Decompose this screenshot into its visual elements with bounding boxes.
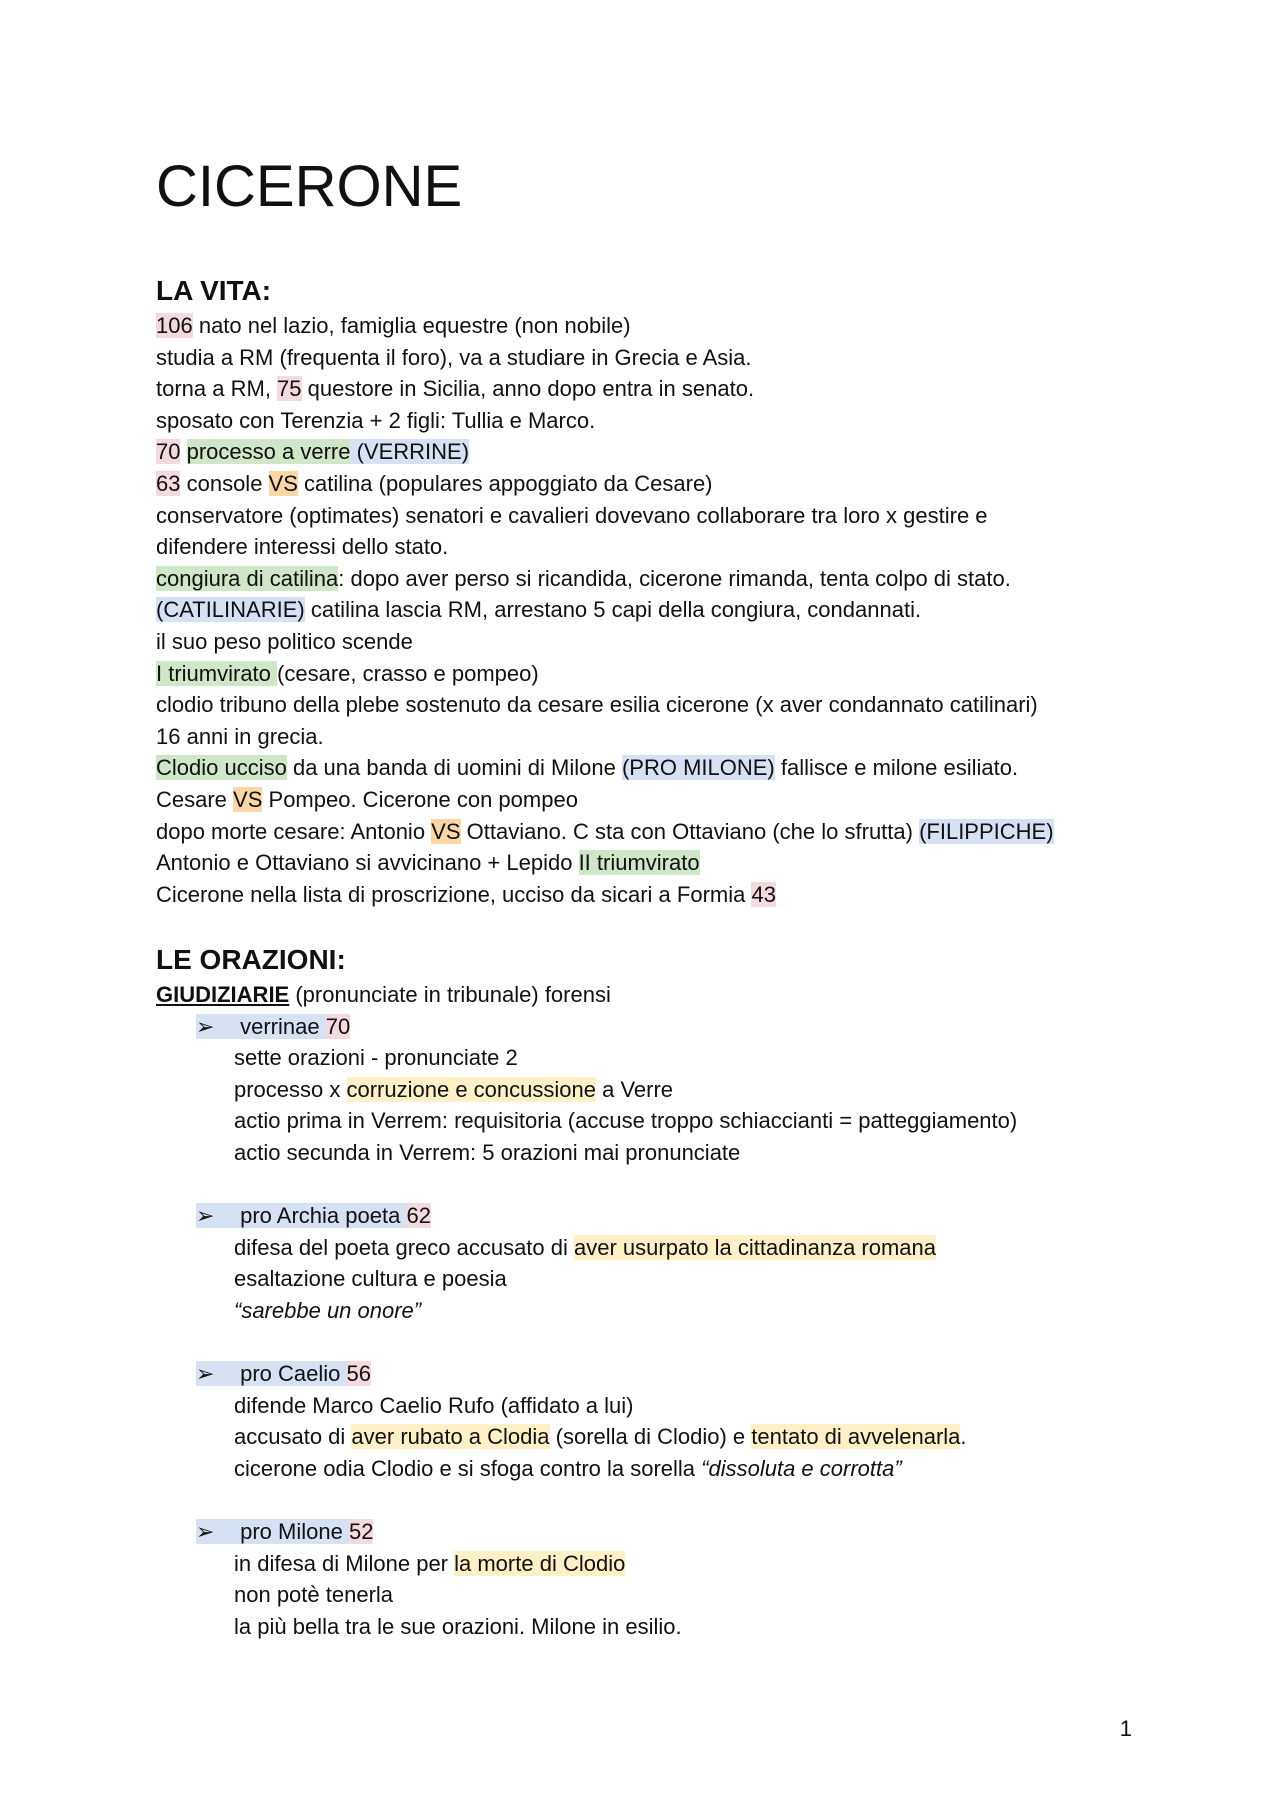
key-highlight: aver usurpato la cittadinanza romana — [574, 1234, 937, 1260]
orazioni-section — [156, 979, 1017, 1642]
vita-section — [156, 310, 1054, 910]
text-line: (CATILINARIE) catilina lascia RM, arrestano 5 capi della congiura, condannati. — [156, 597, 922, 623]
text-line: difendere interessi dello stato. — [156, 534, 449, 560]
list-item — [156, 1011, 1017, 1043]
vs-highlight: VS — [268, 470, 298, 496]
work-highlight: (CATILINARIE) — [156, 597, 305, 623]
text-line: torna a RM, 75 questore in Sicilia, anno dopo entra in senato. — [156, 376, 755, 402]
text-line: studia a RM (frequenta il foro), va a studiare in Grecia e Asia. — [156, 344, 752, 370]
event-highlight: I triumvirato — [156, 660, 278, 686]
key-highlight: la morte di Clodio — [454, 1550, 626, 1576]
event-highlight: congiura di catilina — [156, 565, 339, 591]
quote-line: “sarebbe un onore” — [234, 1297, 422, 1323]
year-highlight: 63 — [156, 470, 181, 496]
text-line: la più bella tra le sue orazioni. Milone in esilio. — [234, 1613, 682, 1639]
text-line: difende Marco Caelio Rufo (affidato a lui) — [234, 1392, 634, 1418]
section-heading-orazioni: LE ORAZIONI: — [156, 944, 346, 975]
event-highlight: Clodio ucciso — [156, 755, 287, 781]
text-line: clodio tribuno della plebe sostenuto da cesare esilia cicerone (x aver condannato catilinari) — [156, 692, 1038, 718]
work-highlight: (FILIPPICHE) — [919, 818, 1054, 844]
text-line: I triumvirato (cesare, crasso e pompeo) — [156, 660, 539, 686]
text-line: difesa del poeta greco accusato di aver usurpato la cittadinanza romana — [234, 1234, 937, 1260]
event-highlight: processo a verre — [186, 439, 351, 465]
key-highlight: tentato di avvelenarla — [751, 1424, 961, 1450]
page-title: CICERONE — [156, 154, 463, 219]
text-line: processo x corruzione e concussione a Verre — [234, 1076, 674, 1102]
section-heading-vita: LA VITA: — [156, 275, 272, 306]
text-line: Clodio ucciso da una banda di uomini di Milone (PRO MILONE) fallisce e milone esiliato. — [156, 755, 1019, 781]
text-line: Cesare VS Pompeo. Cicerone con pompeo — [156, 786, 578, 812]
arrow-bullet-icon: ➢ — [196, 1203, 215, 1229]
year-highlight: 62 — [406, 1203, 431, 1229]
text-line: 63 console VS catilina (populares appoggiato da Cesare) — [156, 470, 713, 496]
text-line: Cicerone nella lista di proscrizione, ucciso da sicari a Formia 43 — [156, 881, 776, 907]
list-item — [156, 1200, 1017, 1232]
text-line: non potè tenerla — [234, 1582, 394, 1608]
event-highlight: II triumvirato — [578, 850, 700, 876]
key-highlight: corruzione e concussione — [346, 1076, 596, 1102]
text-line: esaltazione cultura e poesia — [234, 1266, 507, 1292]
list-item — [156, 1516, 1017, 1548]
page-number: 1 — [1119, 1716, 1132, 1741]
arrow-bullet-icon: ➢ — [196, 1519, 215, 1545]
text-line: actio secunda in Verrem: 5 orazioni mai pronunciate — [234, 1139, 741, 1165]
text-line: Antonio e Ottaviano si avvicinano + Lepido II triumvirato — [156, 850, 700, 876]
oration-title: ➢ verrinae — [196, 1014, 326, 1039]
arrow-bullet-icon: ➢ — [196, 1013, 215, 1039]
vs-highlight: VS — [233, 786, 263, 812]
text-line: 16 anni in grecia. — [156, 723, 324, 749]
arrow-bullet-icon: ➢ — [196, 1361, 215, 1387]
subheading: GIUDIZIARIE (pronunciate in tribunale) forensi — [156, 982, 611, 1007]
vs-highlight: VS — [431, 818, 461, 844]
text-line: sette orazioni - pronunciate 2 — [234, 1045, 518, 1071]
text-line: congiura di catilina: dopo aver perso si ricandida, cicerone rimanda, tenta colpo di stato. — [156, 565, 1011, 591]
oration-title: ➢ pro Archia poeta — [196, 1203, 406, 1228]
year-highlight: 43 — [751, 881, 776, 907]
year-highlight: 75 — [277, 376, 302, 402]
text-line: conservatore (optimates) senatori e cavalieri dovevano collaborare tra loro x gestire e — [156, 502, 988, 528]
text-line: in difesa di Milone per la morte di Clodio — [234, 1550, 626, 1576]
list-item — [156, 1358, 1017, 1390]
work-highlight: (PRO MILONE) — [621, 755, 775, 781]
year-highlight: 70 — [156, 439, 181, 465]
year-highlight: 106 — [156, 313, 193, 338]
text-line — [156, 436, 1054, 468]
year-highlight: 52 — [348, 1519, 374, 1545]
text-line: 106 nato nel lazio, famiglia equestre (non nobile) — [156, 313, 631, 338]
text-line: il suo peso politico scende — [156, 628, 413, 654]
oration-title: ➢ pro Milone — [196, 1519, 349, 1544]
text-line: dopo morte cesare: Antonio VS Ottaviano. C sta con Ottaviano (che lo sfrutta) (FILIPPICHE) — [156, 818, 1054, 844]
text-line: actio prima in Verrem: requisitoria (accuse troppo schiaccianti = patteggiamento) — [234, 1108, 1018, 1134]
year-highlight: 56 — [346, 1361, 371, 1387]
text-line: cicerone odia Clodio e si sfoga contro la sorella “dissoluta e corrotta” — [234, 1455, 902, 1481]
work-highlight: (VERRINE) — [350, 439, 470, 465]
text-line: accusato di aver rubato a Clodia (sorella di Clodio) e tentato di avvelenarla. — [234, 1424, 967, 1450]
year-highlight: 70 — [325, 1013, 351, 1039]
text-line: sposato con Terenzia + 2 figli: Tullia e Marco. — [156, 407, 596, 433]
oration-title: ➢ pro Caelio — [196, 1361, 347, 1386]
key-highlight: aver rubato a Clodia — [351, 1424, 550, 1450]
